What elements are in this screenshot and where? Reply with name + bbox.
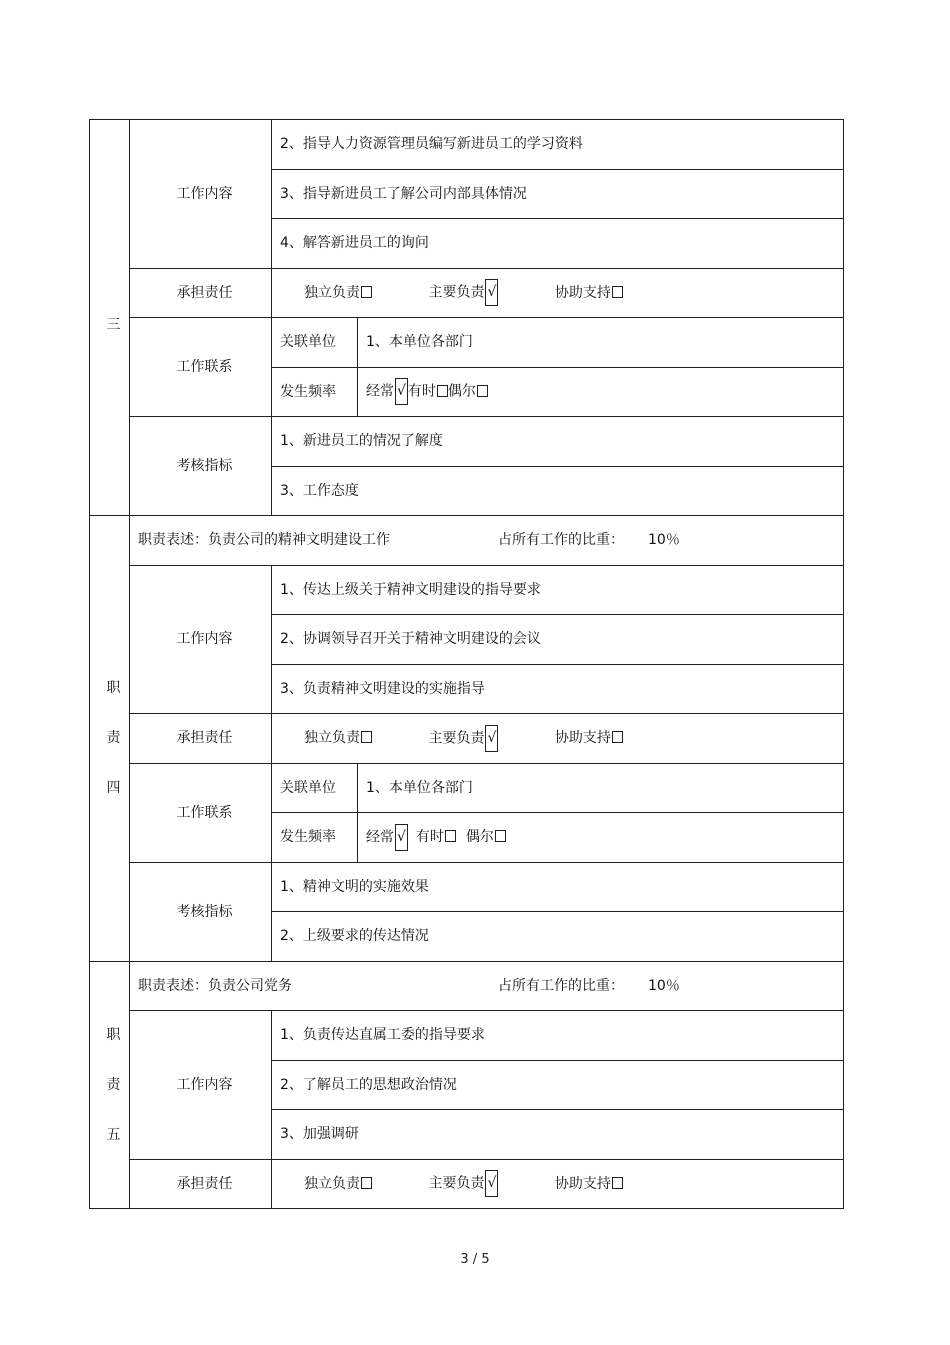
checkmark-icon: √: [485, 1170, 498, 1197]
duty5-responsibility-options: [272, 1159, 844, 1209]
duty5-responsibility-label: 承担责任: [130, 1159, 272, 1209]
duty3-content-label: 工作内容: [130, 120, 272, 269]
duty3-content-item: 3、指导新进员工了解公司内部具体情况: [272, 169, 844, 219]
duty4-description: 职责表述：负责公司的精神文明建设工作 占所有工作的比重： 10％: [130, 516, 844, 566]
duty4-side-label: 职 责 四: [90, 516, 130, 962]
duty5-description: 职责表述：负责公司党务 占所有工作的比重： 10％: [130, 961, 844, 1011]
duty4-kpi-item: 1、精神文明的实施效果: [272, 862, 844, 912]
checkmark-icon: √: [485, 279, 498, 306]
duty5-side-label: 职 责 五: [90, 961, 130, 1209]
option-primary: 主要负责 √: [428, 279, 498, 306]
duty4-content-item: 3、负责精神文明建设的实施指导: [272, 664, 844, 714]
job-duty-table: [89, 119, 844, 1209]
checkbox-empty-icon: [495, 830, 506, 842]
option-assist: 协助支持: [555, 1175, 623, 1193]
duty3-kpi-item: 1、新进员工的情况了解度: [272, 417, 844, 467]
duty3-frequency-options: 经常 √ 有时 偶尔: [358, 367, 844, 417]
duty4-ratio-value: 10％: [648, 532, 680, 549]
checkbox-empty-icon: [437, 385, 448, 397]
duty3-contact-label: 工作联系: [130, 318, 272, 417]
option-primary: 主要负责 √: [428, 725, 498, 752]
duty4-unit-label: 关联单位: [272, 763, 358, 813]
duty4-frequency-label: 发生频率: [272, 813, 358, 863]
duty3-content-item: 2、指导人力资源管理员编写新进员工的学习资料: [272, 120, 844, 170]
duty5-ratio-value: 10％: [648, 977, 680, 994]
duty5-content-item: 1、负责传达直属工委的指导要求: [272, 1011, 844, 1061]
duty3-unit-value: 1、本单位各部门: [358, 318, 844, 368]
duty4-contact-label: 工作联系: [130, 763, 272, 862]
duty4-kpi-label: 考核指标: [130, 862, 272, 961]
duty3-responsibility-options: [272, 268, 844, 318]
duty5-content-item: 3、加强调研: [272, 1110, 844, 1160]
page-number: 3 / 5: [460, 1252, 490, 1267]
option-assist: 协助支持: [555, 284, 623, 302]
checkbox-empty-icon: [361, 731, 372, 743]
duty3-content-item: 4、解答新进员工的询问: [272, 219, 844, 269]
checkbox-empty-icon: [361, 286, 372, 298]
checkmark-icon: √: [395, 378, 408, 405]
option-primary: 主要负责 √: [428, 1170, 498, 1197]
duty4-kpi-item: 2、上级要求的传达情况: [272, 912, 844, 962]
duty3-kpi-label: 考核指标: [130, 417, 272, 516]
duty3-frequency-label: 发生频率: [272, 367, 358, 417]
checkbox-empty-icon: [361, 1177, 372, 1189]
checkbox-empty-icon: [477, 385, 488, 397]
duty3-kpi-item: 3、工作态度: [272, 466, 844, 516]
duty4-responsibility-label: 承担责任: [130, 714, 272, 764]
duty4-content-item: 1、传达上级关于精神文明建设的指导要求: [272, 565, 844, 615]
duty4-frequency-options: 经常 √ 有时 偶尔: [358, 813, 844, 863]
duty5-content-item: 2、了解员工的思想政治情况: [272, 1060, 844, 1110]
checkbox-empty-icon: [612, 286, 623, 298]
checkmark-icon: √: [485, 725, 498, 752]
checkbox-empty-icon: [612, 1177, 623, 1189]
duty4-content-label: 工作内容: [130, 565, 272, 714]
duty3-responsibility-label: 承担责任: [130, 268, 272, 318]
duty4-content-item: 2、协调领导召开关于精神文明建设的会议: [272, 615, 844, 665]
checkmark-icon: √: [395, 824, 408, 851]
duty3-unit-label: 关联单位: [272, 318, 358, 368]
duty5-content-label: 工作内容: [130, 1011, 272, 1160]
duty4-unit-value: 1、本单位各部门: [358, 763, 844, 813]
duty3-side-label: 三: [90, 120, 130, 516]
option-independent: 独立负责: [304, 1175, 372, 1193]
duty4-responsibility-options: [272, 714, 844, 764]
checkbox-empty-icon: [612, 731, 623, 743]
option-independent: 独立负责: [304, 284, 372, 302]
checkbox-empty-icon: [445, 830, 456, 842]
option-independent: 独立负责: [304, 729, 372, 747]
option-assist: 协助支持: [555, 729, 623, 747]
